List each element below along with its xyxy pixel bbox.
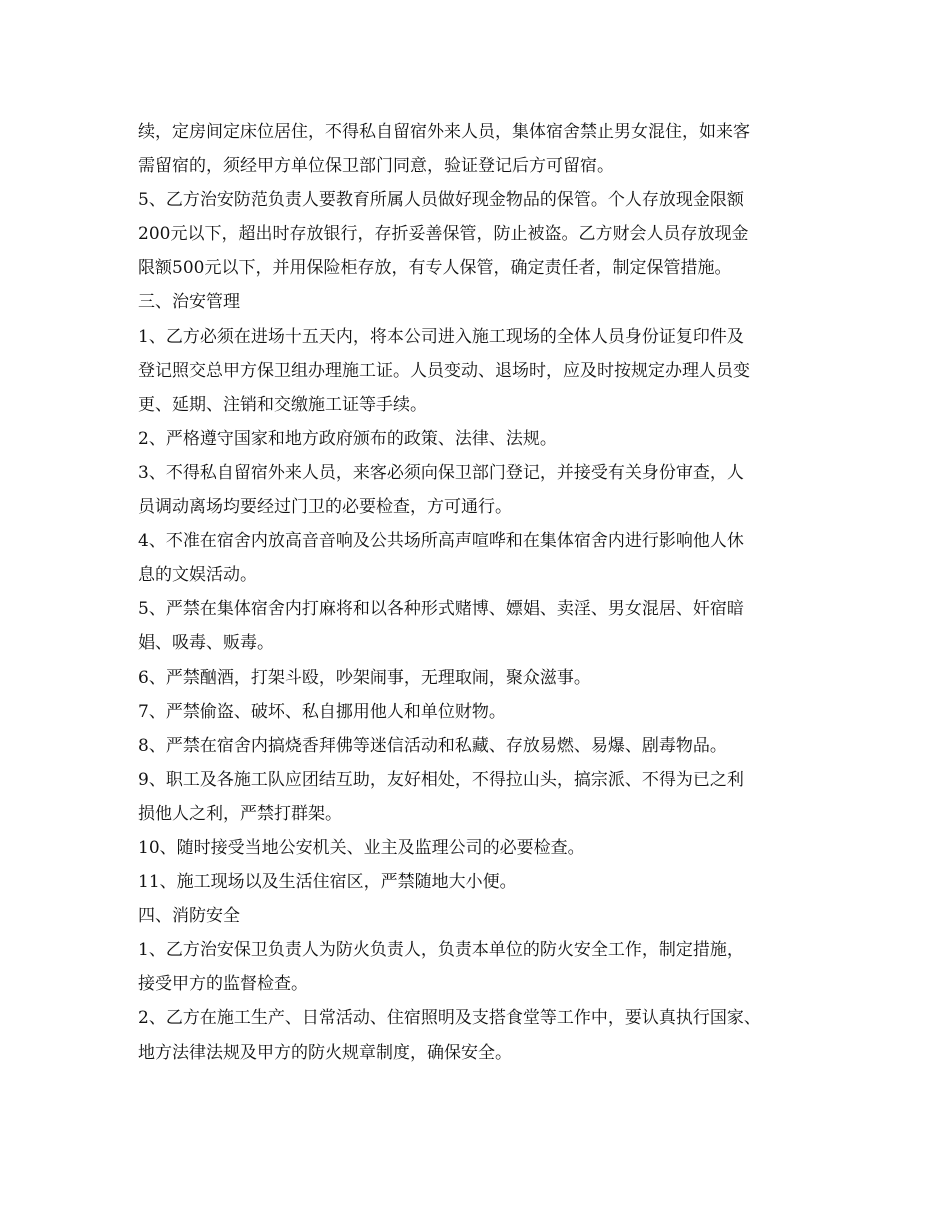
text-line: 更、延期、注销和交缴施工证等手续。 — [138, 394, 427, 415]
text-line: 地方法律法规及甲方的防火规章制度，确保安全。 — [138, 1042, 512, 1063]
text-line: 3、不得私自留宿外来人员，来客必须向保卫部门登记，并接受有关身份审查，人 — [138, 462, 744, 483]
text-line: 5、乙方治安防范负责人要教育所属人员做好现金物品的保管。个人存放现金限额 — [138, 190, 744, 211]
text-line: 需留宿的，须经甲方单位保卫部门同意，验证登记后方可留宿。 — [138, 156, 614, 177]
text-line: 200元以下，超出时存放银行，存折妥善保管，防止被盗。乙方财会人员存放现金 — [138, 224, 749, 245]
text-line: 限额500元以下，并用保险柜存放，有专人保管，确定责任者，制定保管措施。 — [138, 258, 732, 279]
text-line: 9、职工及各施工队应团结互助，友好相处，不得拉山头，搞宗派、不得为已之利 — [138, 769, 744, 790]
document-body — [138, 115, 828, 1070]
text-line: 登记照交总甲方保卫组办理施工证。人员变动、退场时，应及时按规定办理人员变 — [138, 360, 750, 381]
text-line: 2、乙方在施工生产、日常活动、住宿照明及支搭食堂等工作中，要认真执行国家、 — [138, 1008, 761, 1029]
text-line: 接受甲方的监督检查。 — [138, 974, 308, 995]
text-line: 6、严禁酗酒，打架斗殴，吵架闹事，无理取闹，聚众滋事。 — [138, 667, 591, 688]
text-line: 1、乙方治安保卫负责人为防火负责人，负责本单位的防火安全工作，制定措施， — [138, 940, 744, 961]
text-line: 5、严禁在集体宿舍内打麻将和以各种形式赌博、嫖娼、卖淫、男女混居、奸宿暗 — [138, 599, 744, 620]
text-line: 员调动离场均要经过门卫的必要检查，方可通行。 — [138, 497, 512, 518]
text-line: 损他人之利，严禁打群架。 — [138, 803, 342, 824]
text-line: 续，定房间定床位居住，不得私自留宿外来人员，集体宿舍禁止男女混住，如来客 — [138, 122, 750, 142]
text-line: 息的文娱活动。 — [138, 565, 257, 586]
text-line: 7、严禁偷盗、破坏、私自挪用他人和单位财物。 — [138, 701, 506, 722]
text-line: 10、随时接受当地公安机关、业主及监理公司的必要检查。 — [138, 837, 585, 858]
text-line: 4、不准在宿舍内放高音音响及公共场所高声喧哗和在集体宿舍内进行影响他人休 — [138, 531, 744, 552]
section-heading: 三、治安管理 — [138, 292, 240, 313]
text-line: 2、严格遵守国家和地方政府颁布的政策、法律、法规。 — [138, 428, 557, 449]
text-line: 娼、吸毒、贩毒。 — [138, 633, 274, 654]
section-heading: 四、消防安全 — [138, 906, 240, 927]
text-line: 1、乙方必须在进场十五天内，将本公司进入施工现场的全体人员身份证复印件及 — [138, 326, 744, 347]
text-line: 8、严禁在宿舍内搞烧香拜佛等迷信活动和私藏、存放易燃、易爆、剧毒物品。 — [138, 735, 727, 756]
text-line: 11、施工现场以及生活住宿区，严禁随地大小便。 — [138, 872, 517, 893]
